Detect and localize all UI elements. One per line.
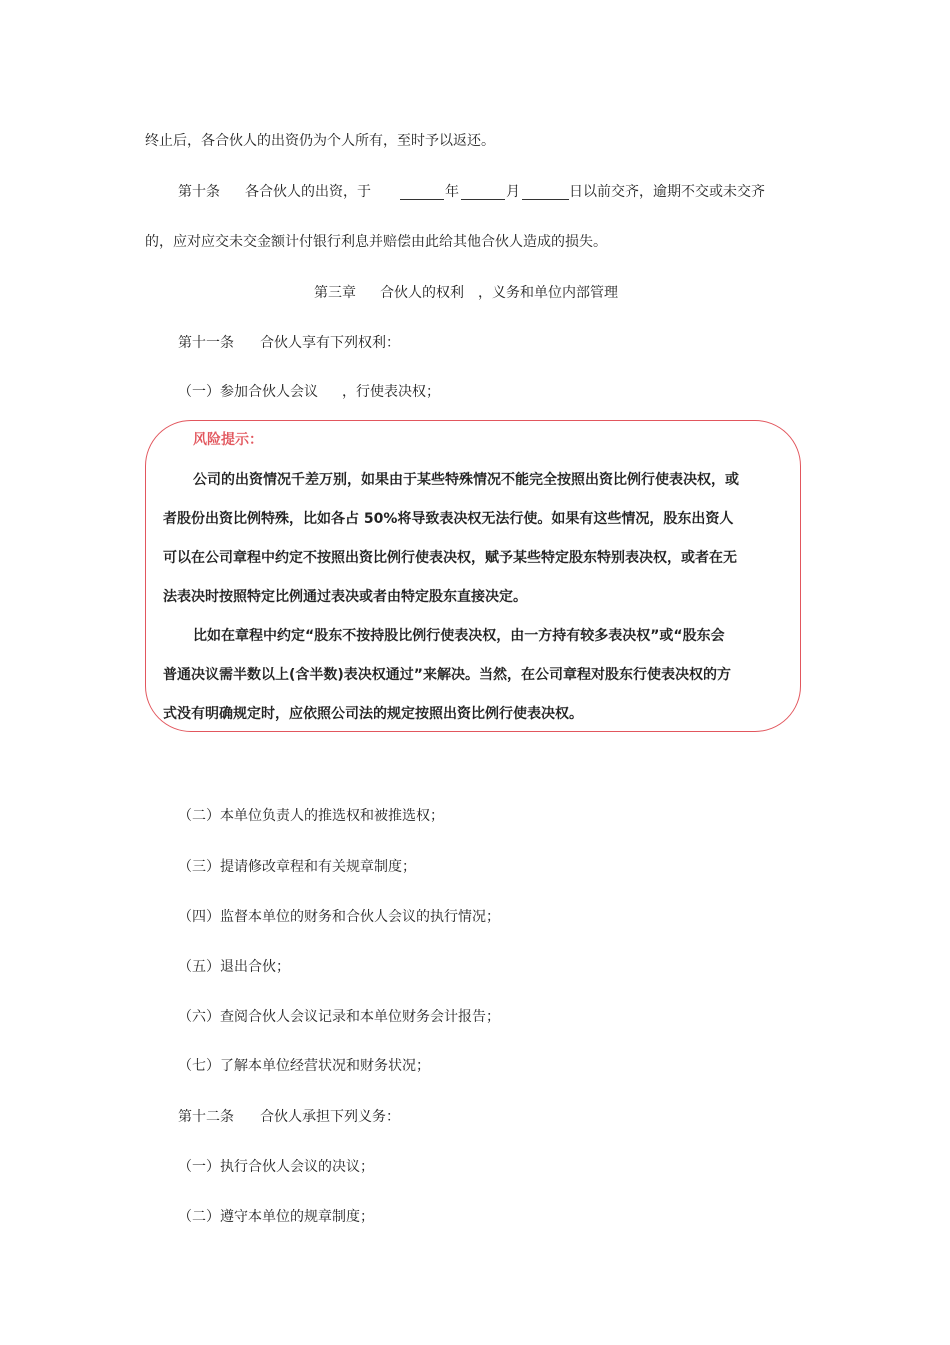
article-10-label: 第十条 xyxy=(178,184,220,200)
right-item: （四）监督本单位的财务和合伙人会议的执行情况； xyxy=(178,909,500,925)
paragraph-line: 终止后，各合伙人的出资仍为个人所有，至时予以返还。 xyxy=(145,133,495,149)
right-1-b: ，行使表决权； xyxy=(342,384,440,400)
chapter-3-label: 第三章 xyxy=(314,285,356,301)
article-11-label: 第十一条 xyxy=(178,335,234,351)
right-item: （七）了解本单位经营状况和财务状况； xyxy=(178,1058,430,1074)
duty-item: （二）遵守本单位的规章制度； xyxy=(178,1209,374,1225)
risk-notice-title: 风险提示： xyxy=(193,432,263,448)
chapter-3-title-a: 合伙人的权利 xyxy=(380,285,464,301)
risk-notice-line: 法表决时按照特定比例通过表决或者由特定股东直接决定。 xyxy=(163,589,527,605)
article-12-label: 第十二条 xyxy=(178,1109,234,1125)
risk-notice-line: 普通决议需半数以上(含半数)表决权通过”来解决。当然，在公司章程对股东行使表决权的方 xyxy=(163,667,731,683)
chapter-3-title-b: ，义务和单位内部管理 xyxy=(478,285,618,301)
risk-notice-line: 比如在章程中约定“股东不按持股比例行使表决权，由一方持有较多表决权”或“股东会 xyxy=(193,628,725,644)
blank-day xyxy=(522,185,569,200)
article-11-text: 合伙人享有下列权利： xyxy=(260,335,400,351)
risk-notice-line: 公司的出资情况千差万别，如果由于某些特殊情况不能完全按照出资比例行使表决权，或 xyxy=(193,472,739,488)
right-1-a: （一）参加合伙人会议 xyxy=(178,384,318,400)
right-item: （五）退出合伙； xyxy=(178,959,290,975)
article-12-text: 合伙人承担下列义务： xyxy=(260,1109,400,1125)
risk-notice-line: 者股份出资比例特殊，比如各占 50%将导致表决权无法行使。如果有这些情况，股东出资人 xyxy=(163,511,734,527)
blank-month xyxy=(461,185,505,200)
risk-notice-line: 可以在公司章程中约定不按照出资比例行使表决权，赋予某些特定股东特别表决权，或者在无 xyxy=(163,550,737,566)
right-item: （六）查阅合伙人会议记录和本单位财务会计报告； xyxy=(178,1009,500,1025)
article-10-text-b: 日以前交齐，逾期不交或未交齐 xyxy=(569,184,765,200)
right-item: （二）本单位负责人的推选权和被推选权； xyxy=(178,808,444,824)
article-10-text-a: 各合伙人的出资，于 xyxy=(245,184,371,200)
blank-year xyxy=(400,185,444,200)
article-10-month: 月 xyxy=(506,184,520,200)
right-item: （三）提请修改章程和有关规章制度； xyxy=(178,859,416,875)
article-10-year: 年 xyxy=(445,184,459,200)
duty-item: （一）执行合伙人会议的决议； xyxy=(178,1159,374,1175)
article-10-line2: 的，应对应交未交金额计付银行利息并赔偿由此给其他合伙人造成的损失。 xyxy=(145,234,607,250)
risk-notice-box xyxy=(145,420,801,732)
risk-notice-line: 式没有明确规定时，应依照公司法的规定按照出资比例行使表决权。 xyxy=(163,706,583,722)
